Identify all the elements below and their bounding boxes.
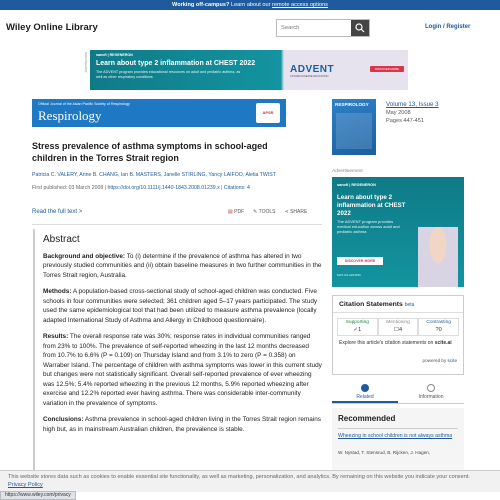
ad-top-body: The ADVENT program provides educational resources on adult and pediatric asthma, as well as other respiratory conditions [96, 70, 241, 79]
ad-person-image [418, 227, 458, 287]
scite-logo: scite [447, 358, 457, 363]
search-icon [355, 23, 365, 33]
journal-banner[interactable] [32, 99, 286, 127]
issue-date: May 2008 [386, 110, 411, 116]
mentioning-count[interactable]: Mentioning ☐4 [378, 318, 419, 336]
first-published-label: First published: [32, 185, 69, 191]
recommended-divider [338, 428, 458, 429]
explore-scite: Explore this article's citation statements on scite.ai [339, 340, 452, 346]
journal-name: Respirology [38, 108, 102, 123]
abstract-section [33, 229, 323, 479]
cover-title: RESPIROLOGY [335, 102, 369, 107]
section-divider [32, 224, 322, 225]
question-icon: ? [435, 327, 439, 333]
search-button[interactable] [351, 20, 369, 36]
check-icon: ✓ [353, 327, 359, 333]
tools-button[interactable]: ✎ TOOLS [253, 209, 276, 215]
abstract-background: Background and objective: To (i) determine if the prevalence of asthma has altered in two previously studied communities and (ii) obtain baseline measures in two further communities in the Torres Strait region, Australia. [43, 253, 322, 279]
search-input[interactable]: Search [281, 25, 300, 31]
ad-top-cta[interactable]: DISCOVER MORE [370, 66, 404, 72]
first-published-date: 03 March 2008 [68, 185, 104, 191]
ad-top-headline: Learn about type 2 inflammation at CHEST 2022 [96, 60, 256, 67]
citation-statements-title: Citation Statements beta [339, 301, 415, 308]
ad-top-brand: sanofi | REGENERON [96, 53, 133, 57]
author-list[interactable]: Patricia C. VALERY, Anne B. CHANG, Ian B. MASTERS, Janelle STIRLING, Yancy LAIFOO, Aletia TWIST [32, 172, 276, 178]
pdf-icon: ▤ [228, 209, 233, 215]
ad-right-body: The ADVENT program provides medical education across adult and pediatric asthma [337, 219, 400, 235]
issue-pages: Pages 447-451 [386, 118, 424, 124]
recommended-authors: W. Nystad, T. Stensrud, B. Rijcken, J. Hagen, [338, 450, 431, 455]
citations-link[interactable]: Citations: 4 [223, 185, 250, 191]
abstract-conclusions: Conclusions: Asthma prevalence in school-aged children living in the Torres Strait region remains high but, as in mainstream Australian children, the prevalence is stable. [43, 416, 322, 433]
ad-right-label: Advertisement [332, 169, 363, 174]
recommended-article-link[interactable]: Wheezing in school children is not always asthma [338, 433, 453, 439]
ad-right-brand: sanofi | REGENERON [337, 183, 376, 187]
abstract-results: Results: The overall response rate was 30%; response rates in individual communities ranged from 23% to 100%. The prevalence of self-reported wheezing in the last 12 months decreased from 10.7% to 6.6% (P = 0.109) on Thursday Island and from 3.1% to zero (P = 0.358) on Warraber Island. The percentage of children with asthma symptoms was lower in this current study but changes were not statistically significant. Overall self-reported prevalence of ever wheezing was 12.5%; 5.4% reported wheezing in the previous 12 months, 5.9% reported wheezing after exercise and 12.2% reported ever having asthma. There was considerable inter-community variation in the prevalence of symptoms. [43, 333, 322, 407]
offcampus-bold: Working off-campus? [172, 2, 230, 8]
abstract-methods: Methods: A population-based cross-sectional study of school-aged children was conducted. Five schools in four communities were selected; 361 children aged 5–17 years participated. The study used the same epidemiological tool that had been utilized to measure asthma prevalence (locally adapted International Study of Asthma and Allergy in Childhood questionnaire). [43, 288, 318, 324]
journal-cover[interactable] [332, 99, 376, 155]
ad-top-label: Advertisement [84, 52, 88, 73]
journal-super: Official Journal of the Asian Pacific Society of Respirology [38, 102, 130, 106]
read-full-text-link[interactable]: Read the full text > [32, 209, 83, 215]
site-logo[interactable]: Wiley Online Library [6, 22, 98, 33]
issue-info [386, 101, 439, 126]
offcampus-text: Learn about our [229, 2, 273, 8]
article-tools [228, 209, 307, 215]
powered-by-scite: powered by scite [422, 358, 457, 363]
ad-banner-top[interactable] [90, 50, 408, 90]
related-icon [361, 384, 369, 392]
info-icon [427, 384, 435, 392]
login-register-link[interactable]: Login / Register [425, 24, 471, 30]
status-bar-url: https://www.wiley.com/privacy [0, 491, 76, 500]
cs-divider [333, 312, 463, 313]
supporting-count[interactable]: Supporting ✓1 [337, 318, 378, 336]
privacy-policy-link[interactable]: Privacy Policy [8, 481, 43, 488]
side-tabs [332, 382, 464, 404]
citation-statements-panel [332, 295, 464, 375]
cookie-text: This website stores data such as cookies to enable essential site functionality, as well as marketing, personalization, and analytics. By remaining on this website you indicate your consent. [8, 474, 470, 480]
citation-counts [337, 318, 459, 336]
ad-banner-right[interactable] [332, 177, 464, 287]
offcampus-banner [0, 0, 500, 10]
share-button[interactable]: ⋖ SHARE [284, 209, 308, 215]
pdf-button[interactable]: ▤ PDF [228, 209, 245, 215]
scite-link[interactable]: scite.ai [434, 340, 452, 346]
article-meta: First published: 03 March 2008 | https://doi.org/10.1111/j.1440-1843.2008.01239.x | Citations: 4 [32, 185, 250, 191]
article-title: Stress prevalence of asthma symptoms in school-aged children in the Torres Strait region [32, 141, 268, 164]
search-box[interactable] [276, 19, 370, 37]
share-icon: ⋖ [284, 209, 289, 215]
abstract-heading: Abstract [43, 234, 80, 245]
cookie-banner [0, 470, 500, 492]
recommended-heading: Recommended [338, 414, 396, 423]
wrench-icon: ✎ [253, 209, 258, 215]
tab-information[interactable]: Information [398, 382, 464, 403]
tab-related[interactable]: Related [332, 382, 398, 403]
cover-image [336, 113, 372, 149]
ad-right-headline: Learn about type 2 inflammation at CHEST 2022 [337, 194, 406, 217]
apsr-logo: APSR [256, 103, 280, 123]
ad-right-footer: MAT-US-2204456 [337, 273, 361, 277]
volume-issue-link[interactable]: Volume 13, Issue 3 [386, 101, 439, 108]
ad-right-cta[interactable]: DISCOVER MORE [337, 257, 383, 265]
contrasting-count[interactable]: Contrasting ?0 [418, 318, 459, 336]
mention-icon: ☐ [393, 327, 399, 333]
remote-access-link[interactable]: remote access options [272, 2, 328, 8]
ad-top-logo: ADVENT ASTHMA DISEASE EDUCATION [290, 64, 335, 78]
doi-link[interactable]: https://doi.org/10.1111/j.1440-1843.2008.01239.x [107, 185, 220, 191]
